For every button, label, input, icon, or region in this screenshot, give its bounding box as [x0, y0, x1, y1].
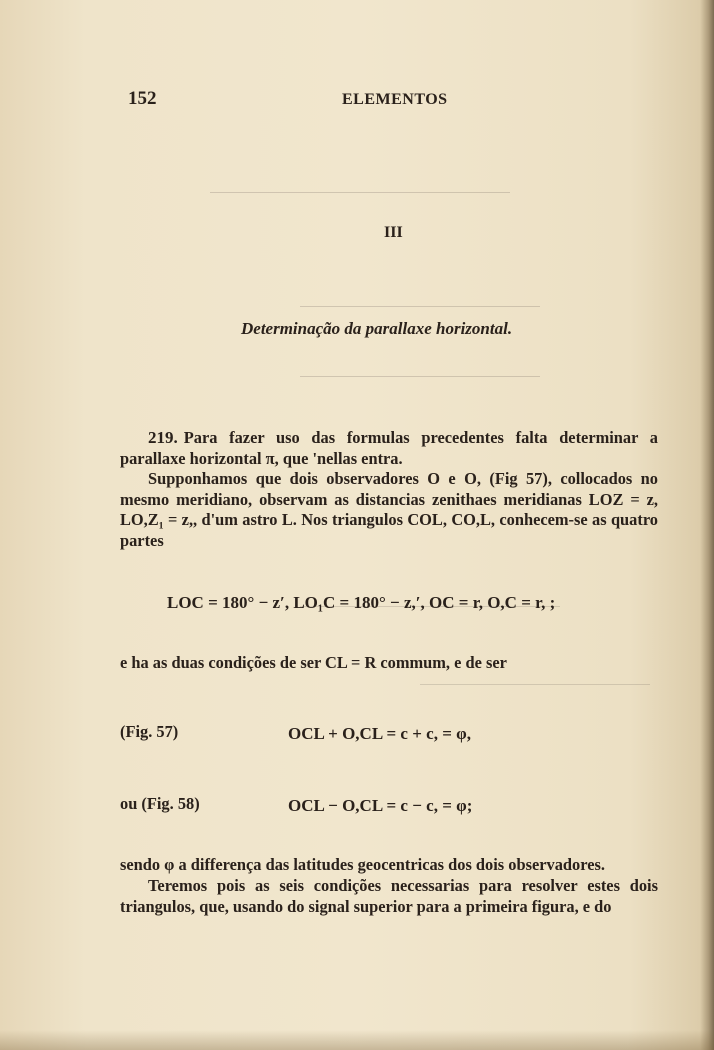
- running-title: ELEMENTOS: [342, 91, 448, 108]
- section-number: III: [384, 224, 403, 241]
- paragraph-sendo: sendo φ a differença das latitudes geocentricas dos dois observadores.: [120, 855, 605, 874]
- section-title: Determinação da parallaxe horizontal.: [241, 319, 513, 338]
- paragraph-219: [120, 428, 658, 469]
- paragraph-text: Para fazer uso das formulas precedentes falta determinar a parallaxe horizontal π, que 'nellas entra.: [120, 428, 658, 468]
- formula-condition-sum: OCL + O,CL = c + c, = φ,: [288, 724, 471, 743]
- bleed-through-text: [150, 128, 690, 145]
- page-number: 152: [128, 88, 157, 109]
- figure-57-label: (Fig. 57): [120, 722, 179, 741]
- paragraph-teremos: Teremos pois as seis condições necessarias para resolver estes dois triangulos, que, usando do signal superior para a primeira figura, e do: [120, 876, 658, 916]
- formula-condition-difference: OCL − O,CL = c − c, = φ;: [288, 796, 473, 815]
- bleed-through-formula: [210, 180, 510, 193]
- paragraph-supponhamos: Supponhamos que dois observadores O e O, (Fig 57), collocados no mesmo meridiano, observam as distancias zenithaes meridianas LOZ = z, LO,Z₁ = z,, d'um astro L. Nos triangulos COL, CO,L, conhecem-se as quatro partes: [120, 469, 658, 550]
- paragraph-conditions: e ha as duas condições de ser CL = R commum, e de ser: [120, 653, 507, 672]
- page-edge-shadow: [700, 0, 714, 1050]
- page-bottom-shadow: [0, 1030, 714, 1050]
- bleed-through-formula: [300, 364, 540, 377]
- formula-four-parts: LOC = 180° − z′, LO₁C = 180° − z,′, OC = r, O,C = r, ;: [167, 593, 556, 612]
- bleed-through-formula: [300, 294, 540, 307]
- figure-58-label: ou (Fig. 58): [120, 794, 200, 813]
- paragraph-number: 219.: [148, 428, 178, 447]
- bleed-through-formula: [420, 672, 650, 685]
